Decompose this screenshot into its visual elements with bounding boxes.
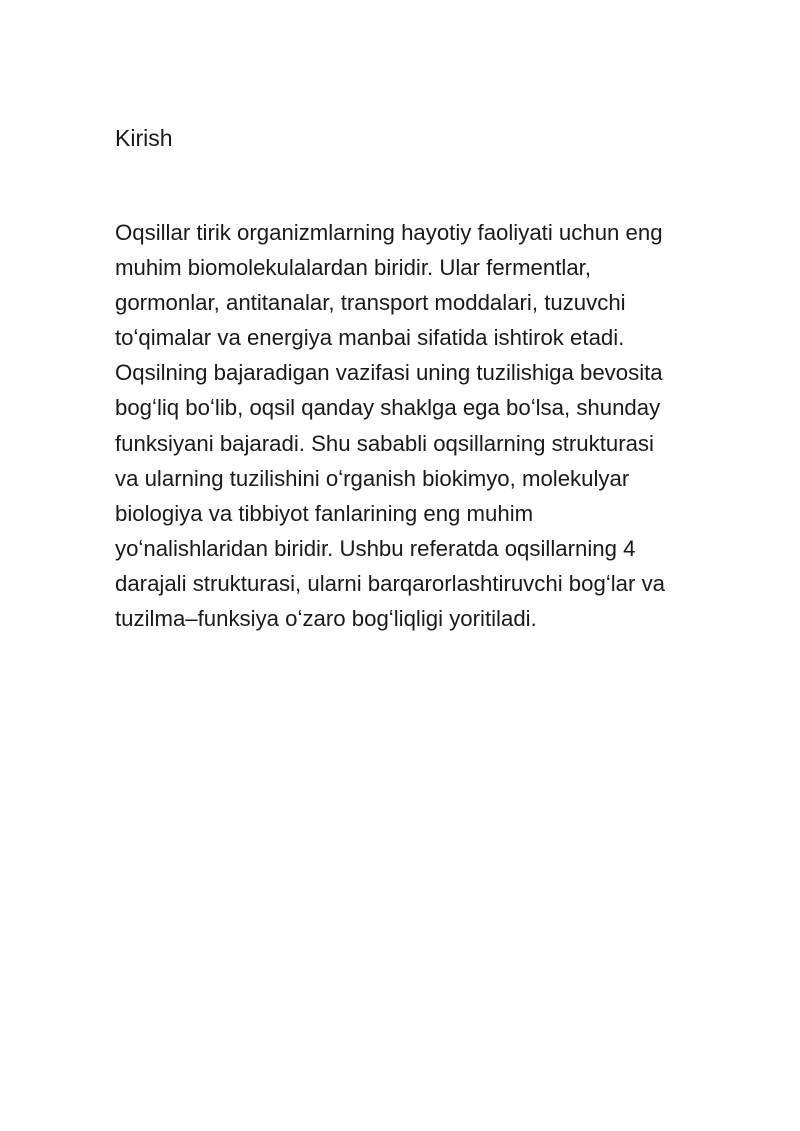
paragraph-line: gormonlar, antitanalar, transport moddalari, tuzuvchi <box>115 290 626 316</box>
paragraph-line: Oqsillar tirik organizmlarning hayotiy faoliyati uchun eng <box>115 220 663 245</box>
paragraph-line: muhim biomolekulalardan biridir. Ular fermentlar, <box>115 255 591 281</box>
paragraph-line: toʻqimalar va energiya manbai sifatida ishtirok etadi. <box>115 325 625 351</box>
paragraph-line: Oqsilning bajaradigan vazifasi uning tuzilishiga bevosita <box>115 360 663 386</box>
section-heading: Kirish <box>115 125 173 151</box>
paragraph-line: biologiya va tibbiyot fanlarining eng muhim <box>115 500 534 526</box>
paragraph-line: darajali strukturasi, ularni barqarorlashtiruvchi bogʻlar va <box>115 570 666 596</box>
paragraph-line: bogʻliq boʻlib, oqsil qanday shaklga ega boʻlsa, shunday <box>115 395 661 421</box>
paragraph-line: va ularning tuzilishini oʻrganish biokimyo, molekulyar <box>115 465 630 491</box>
paragraph-line: yoʻnalishlaridan biridir. Ushbu referatda oqsillarning 4 <box>115 535 636 561</box>
paragraph-line: funksiyani bajaradi. Shu sababli oqsillarning strukturasi <box>115 430 654 456</box>
intro-paragraph <box>115 215 755 636</box>
paragraph-line: tuzilma–funksiya oʻzaro bogʻliqligi yoritiladi. <box>115 606 537 632</box>
